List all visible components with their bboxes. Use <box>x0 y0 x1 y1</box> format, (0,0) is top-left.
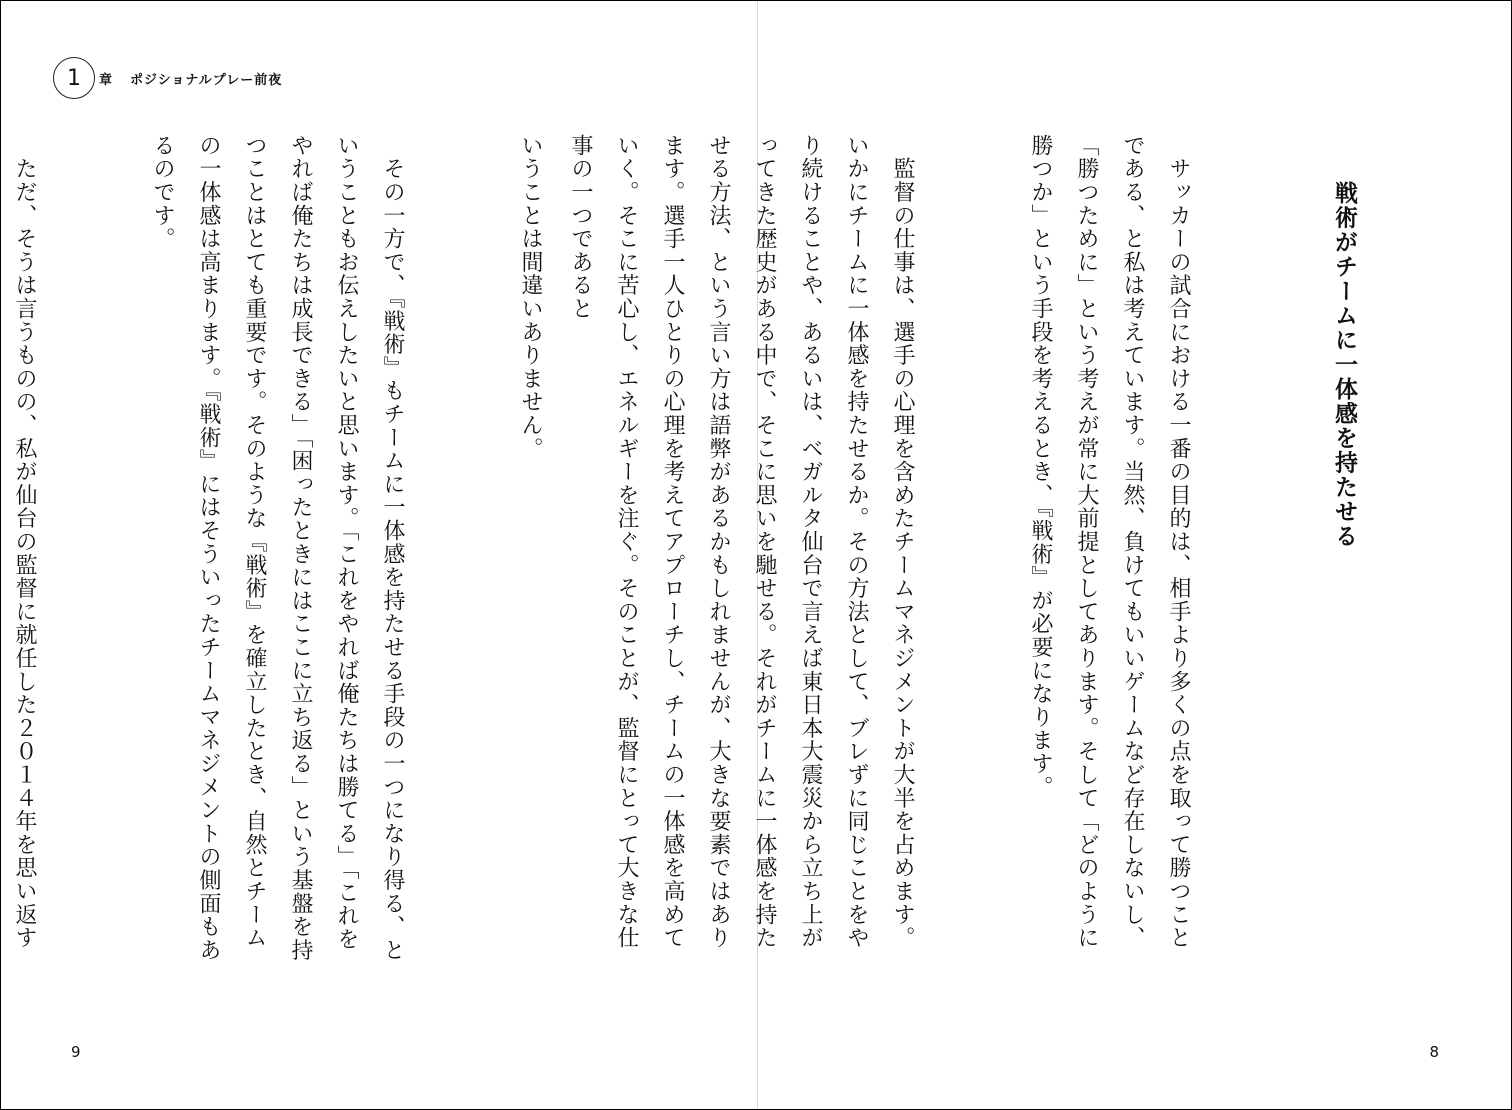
chapter-header <box>53 57 282 99</box>
section-heading: 戦術がチームに一体感を持たせる <box>1331 181 1357 549</box>
paragraph: 監督の仕事は、選手の心理を含めたチームマネジメントが大半を占めます。いかにチームに一体感を持たせるか。その方法として、ブレずに同じことをやり続けることや、あるいは、ベガルタ仙台で言えば東日本大震災から立ち上がってきた歴史がある中で、そこに思いを馳せる。それがチームに一体感を持たせる方法、という言い方は語弊があるかもしれませんが、大きな要素ではあります。選手一人ひとりの心理を考えてアプローチし、チームの一体感を高めていく。そこに苦心し、エネルギーを注ぐ。そのことが、監督にとって大きな仕事の一つであると <box>568 134 915 950</box>
paragraph: いうことは間違いありません。 <box>518 134 543 461</box>
page-number: 9 <box>71 1043 81 1061</box>
paragraph: ただ、そうは言うものの、私が仙台の監督に就任した２０１４年を思い返す <box>12 157 37 950</box>
right-page <box>568 1 1511 1109</box>
paragraph: サッカーの試合における一番の目的は、相手より多くの点を取って勝つことである、と私は考えています。当然、負けてもいいゲームなど存在しないし、「勝つために」という考えが常に大前提としてあります。そして「どのように勝つか」という手段を考えるとき、『戦術』が必要になります。 <box>1028 134 1191 950</box>
page-number: 8 <box>1429 1043 1439 1061</box>
right-body-text <box>568 134 1293 964</box>
paragraph: その一方で、『戦術』もチームに一体感を持たせる手段の一つになり得る、ということもお伝えしたいと思います。「これをやれば俺たちは勝てる」「これをやれば俺たちは成長できる」「困ったときにはここに立ち返る」という基盤を持つことはとても重要です。そのような『戦術』を確立したとき、自然とチームの一体感は高まります。『戦術』にはそういったチームマネジメントの側面もあるのです。 <box>150 134 405 962</box>
chapter-label: 章 <box>99 72 113 88</box>
chapter-title: ポジショナルプレー前夜 <box>130 72 283 88</box>
chapter-number-circle: 1 <box>53 57 95 99</box>
